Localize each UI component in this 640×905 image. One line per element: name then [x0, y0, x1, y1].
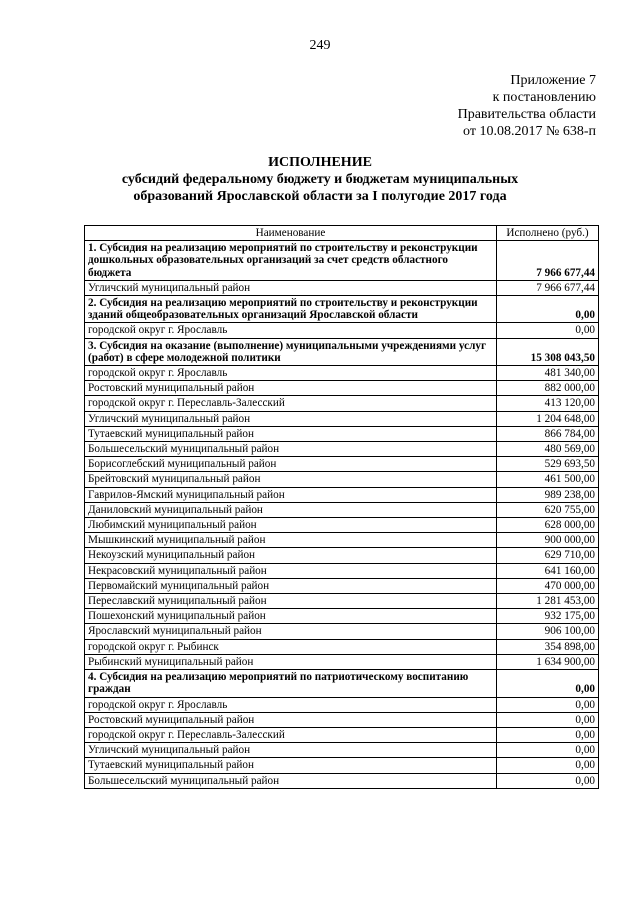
table-row — [85, 280, 599, 295]
municipality-name: Угличский муниципальный район — [85, 280, 497, 295]
section-row — [85, 241, 599, 281]
table-row — [85, 654, 599, 669]
section-title: 2. Субсидия на реализацию мероприятий по строительству и реконструкции зданий общеобразовательных организаций Ярославской области — [85, 296, 497, 323]
table-row — [85, 773, 599, 788]
title-subtitle-line: образований Ярославской области за I полугодие 2017 года — [133, 189, 507, 204]
municipality-name: Ростовский муниципальный район — [85, 381, 497, 396]
executed-amount: 0,00 — [497, 758, 599, 773]
municipality-name: Некрасовский муниципальный район — [85, 563, 497, 578]
execution-table — [84, 225, 599, 789]
table-row — [85, 502, 599, 517]
executed-amount: 0,00 — [497, 323, 599, 338]
executed-amount: 0,00 — [497, 743, 599, 758]
executed-amount: 620 755,00 — [497, 502, 599, 517]
municipality-name: городской округ г. Переславль-Залесский — [85, 396, 497, 411]
municipality-name: Рыбинский муниципальный район — [85, 654, 497, 669]
municipality-name: Даниловский муниципальный район — [85, 502, 497, 517]
municipality-name: Ярославский муниципальный район — [85, 624, 497, 639]
executed-amount: 481 340,00 — [497, 366, 599, 381]
executed-amount: 0,00 — [497, 712, 599, 727]
table-row — [85, 487, 599, 502]
table-row — [85, 624, 599, 639]
table-row — [85, 609, 599, 624]
municipality-name: городской округ г. Ярославль — [85, 697, 497, 712]
municipality-name: городской округ г. Рыбинск — [85, 639, 497, 654]
appendix-line: Приложение 7 — [510, 73, 596, 88]
document-title — [80, 154, 560, 205]
municipality-name: городской округ г. Ярославль — [85, 323, 497, 338]
table-row — [85, 442, 599, 457]
table-row — [85, 411, 599, 426]
section-total: 15 308 043,50 — [497, 338, 599, 365]
municipality-name: городской округ г. Переславль-Залесский — [85, 727, 497, 742]
section-row — [85, 670, 599, 697]
executed-amount: 882 000,00 — [497, 381, 599, 396]
municipality-name: Брейтовский муниципальный район — [85, 472, 497, 487]
section-row — [85, 296, 599, 323]
executed-amount: 1 204 648,00 — [497, 411, 599, 426]
executed-amount: 906 100,00 — [497, 624, 599, 639]
municipality-name: Любимский муниципальный район — [85, 518, 497, 533]
table-row — [85, 639, 599, 654]
executed-amount: 0,00 — [497, 697, 599, 712]
title-subtitle-line: субсидий федеральному бюджету и бюджетам муниципальных — [121, 172, 519, 187]
appendix-line: Правительства области — [457, 107, 596, 122]
table-row — [85, 426, 599, 441]
municipality-name: Большесельский муниципальный район — [85, 442, 497, 457]
appendix-block — [396, 72, 596, 140]
municipality-name: Большесельский муниципальный район — [85, 773, 497, 788]
municipality-name: Угличский муниципальный район — [85, 743, 497, 758]
municipality-name: Тутаевский муниципальный район — [85, 758, 497, 773]
title-heading: ИСПОЛНЕНИЕ — [268, 155, 372, 170]
table-row — [85, 366, 599, 381]
municipality-name: городской округ г. Ярославль — [85, 366, 497, 381]
section-row — [85, 338, 599, 365]
table-row — [85, 594, 599, 609]
executed-amount: 641 160,00 — [497, 563, 599, 578]
table-row — [85, 518, 599, 533]
table-row — [85, 697, 599, 712]
municipality-name: Гаврилов-Ямский муниципальный район — [85, 487, 497, 502]
executed-amount: 480 569,00 — [497, 442, 599, 457]
table-row — [85, 533, 599, 548]
section-total: 7 966 677,44 — [497, 241, 599, 281]
executed-amount: 1 281 453,00 — [497, 594, 599, 609]
table-row — [85, 323, 599, 338]
table-row — [85, 712, 599, 727]
executed-amount: 7 966 677,44 — [497, 280, 599, 295]
municipality-name: Переславский муниципальный район — [85, 594, 497, 609]
appendix-line: от 10.08.2017 № 638-п — [463, 124, 596, 139]
executed-amount: 866 784,00 — [497, 426, 599, 441]
column-header-name: Наименование — [85, 226, 497, 241]
section-total: 0,00 — [497, 670, 599, 697]
municipality-name: Некоузский муниципальный район — [85, 548, 497, 563]
executed-amount: 628 000,00 — [497, 518, 599, 533]
municipality-name: Борисоглебский муниципальный район — [85, 457, 497, 472]
section-title: 4. Субсидия на реализацию мероприятий по патриотическому воспитанию граждан — [85, 670, 497, 697]
table-row — [85, 758, 599, 773]
municipality-name: Тутаевский муниципальный район — [85, 426, 497, 441]
executed-amount: 461 500,00 — [497, 472, 599, 487]
page-number: 249 — [309, 38, 331, 53]
executed-amount: 932 175,00 — [497, 609, 599, 624]
section-title: 3. Субсидия на оказание (выполнение) муниципальными учреждениями услуг (работ) в сфере молодежной политики — [85, 338, 497, 365]
executed-amount: 529 693,50 — [497, 457, 599, 472]
table-row — [85, 472, 599, 487]
executed-amount: 354 898,00 — [497, 639, 599, 654]
executed-amount: 900 000,00 — [497, 533, 599, 548]
table-row — [85, 548, 599, 563]
section-total: 0,00 — [497, 296, 599, 323]
table-row — [85, 396, 599, 411]
municipality-name: Угличский муниципальный район — [85, 411, 497, 426]
appendix-line: к постановлению — [492, 90, 596, 105]
table-row — [85, 457, 599, 472]
section-title: 1. Субсидия на реализацию мероприятий по строительству и реконструкции дошкольных образовательных организаций за счет средств областного бюджета — [85, 241, 497, 281]
executed-amount: 470 000,00 — [497, 578, 599, 593]
executed-amount: 0,00 — [497, 727, 599, 742]
executed-amount: 989 238,00 — [497, 487, 599, 502]
table-row — [85, 743, 599, 758]
municipality-name: Ростовский муниципальный район — [85, 712, 497, 727]
table-row — [85, 381, 599, 396]
executed-amount: 413 120,00 — [497, 396, 599, 411]
municipality-name: Пошехонский муниципальный район — [85, 609, 497, 624]
executed-amount: 629 710,00 — [497, 548, 599, 563]
column-header-value: Исполнено (руб.) — [497, 226, 599, 241]
table-row — [85, 727, 599, 742]
table-row — [85, 563, 599, 578]
executed-amount: 1 634 900,00 — [497, 654, 599, 669]
table-header-row — [85, 226, 599, 241]
table-row — [85, 578, 599, 593]
municipality-name: Мышкинский муниципальный район — [85, 533, 497, 548]
municipality-name: Первомайский муниципальный район — [85, 578, 497, 593]
executed-amount: 0,00 — [497, 773, 599, 788]
table-body — [85, 241, 599, 789]
